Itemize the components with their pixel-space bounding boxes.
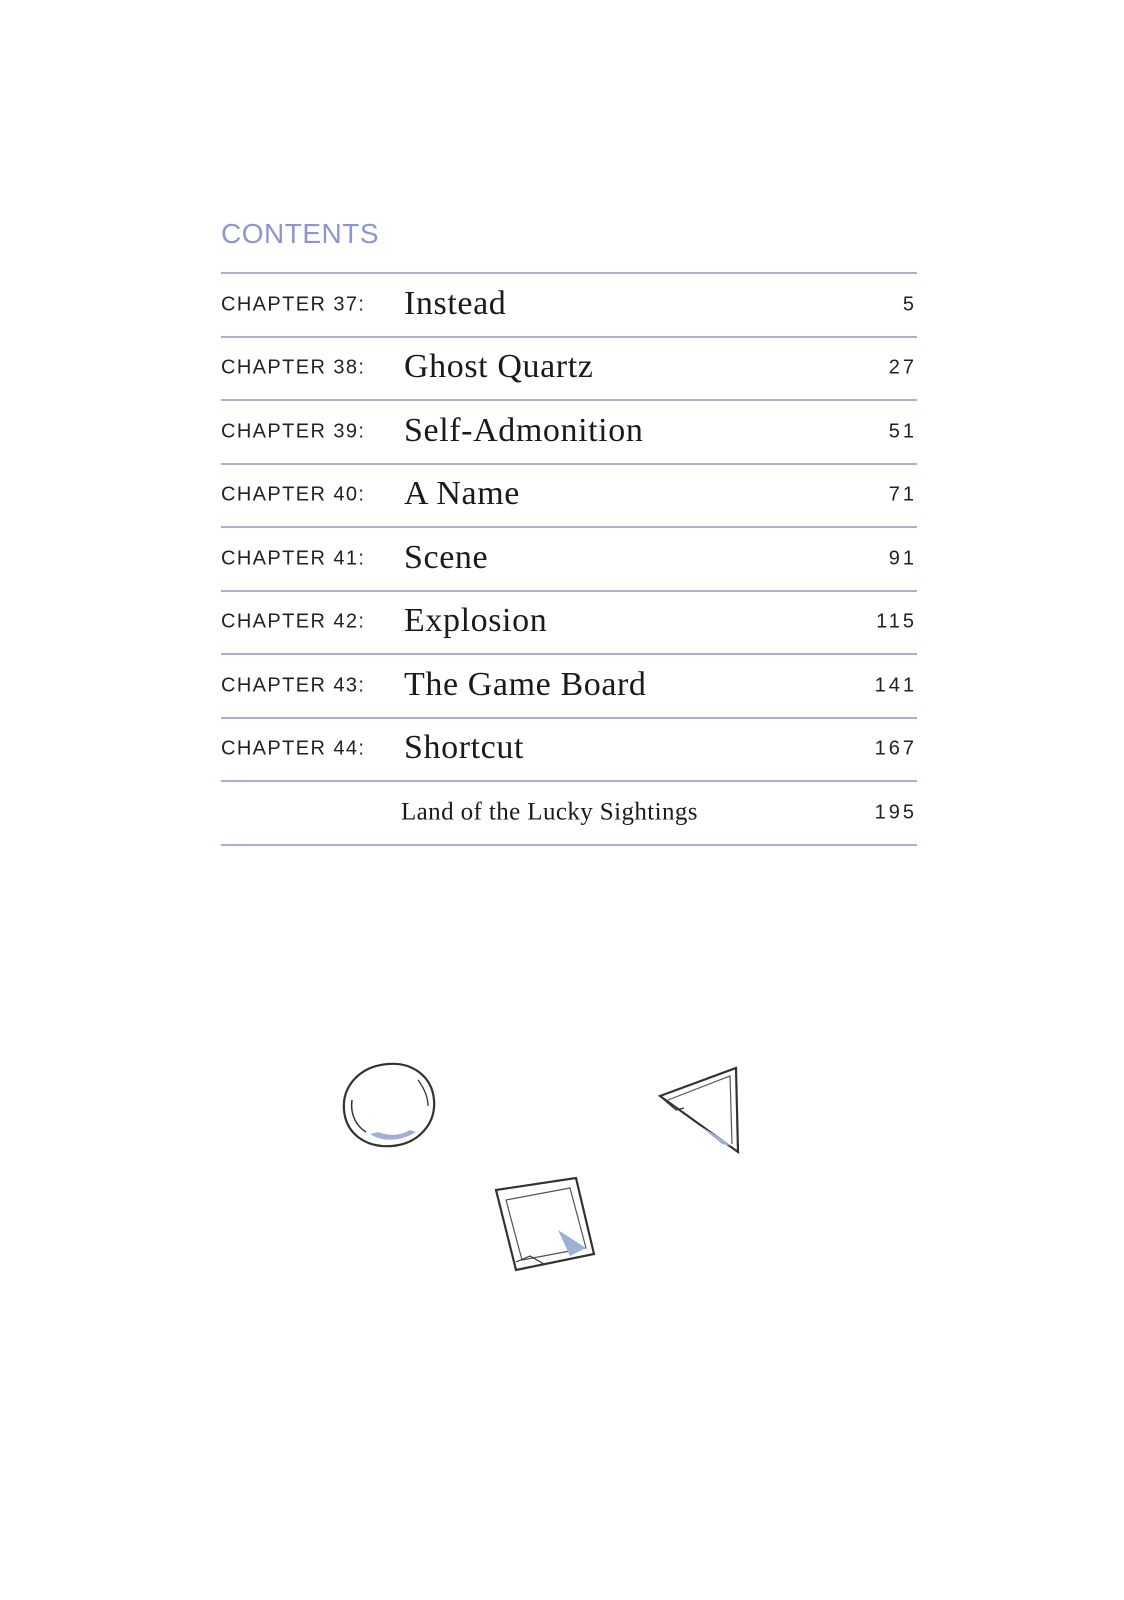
- chapter-title: A Name: [404, 475, 520, 513]
- page-number: 167: [874, 737, 917, 760]
- page-number: 51: [888, 420, 917, 443]
- gems-illustration: [330, 1060, 770, 1300]
- toc-row-chapter-43[interactable]: [221, 655, 917, 719]
- page-number: 141: [874, 674, 917, 697]
- page-number: 195: [874, 801, 917, 824]
- page-number: 5: [902, 293, 917, 316]
- chapter-title: Scene: [404, 538, 489, 576]
- chapter-title: Instead: [404, 284, 507, 322]
- toc-row-chapter-40[interactable]: [221, 465, 917, 529]
- toc-row-chapter-39[interactable]: [221, 401, 917, 465]
- round-gem-icon: [344, 1064, 434, 1146]
- toc-row-chapter-42[interactable]: [221, 592, 917, 656]
- chapter-title: Shortcut: [404, 729, 525, 767]
- chapter-number: CHAPTER 38:: [221, 356, 366, 379]
- contents-heading: CONTENTS: [221, 218, 379, 249]
- table-of-contents: [221, 272, 917, 846]
- chapter-title: Self-Admonition: [404, 411, 644, 449]
- chapter-number: CHAPTER 41:: [221, 547, 366, 570]
- toc-row-chapter-37[interactable]: [221, 274, 917, 338]
- toc-row-chapter-44[interactable]: [221, 719, 917, 783]
- chapter-title: Ghost Quartz: [404, 348, 594, 386]
- page-number: 115: [876, 610, 917, 633]
- triangle-gem-icon: [660, 1068, 738, 1152]
- chapter-number: CHAPTER 37:: [221, 293, 366, 316]
- chapter-title: Explosion: [404, 602, 548, 640]
- toc-row-chapter-38[interactable]: [221, 338, 917, 402]
- toc-row-bonus[interactable]: [221, 782, 917, 846]
- chapter-number: CHAPTER 39:: [221, 420, 366, 443]
- page-number: 71: [888, 483, 917, 506]
- chapter-number: CHAPTER 44:: [221, 737, 366, 760]
- page-number: 91: [888, 547, 917, 570]
- chapter-number: CHAPTER 40:: [221, 483, 366, 506]
- square-gem-icon: [496, 1178, 594, 1270]
- bonus-title: Land of the Lucky Sightings: [401, 798, 698, 826]
- toc-row-chapter-41[interactable]: [221, 528, 917, 592]
- chapter-number: CHAPTER 42:: [221, 610, 366, 633]
- chapter-number: CHAPTER 43:: [221, 674, 366, 697]
- page-number: 27: [888, 356, 917, 379]
- chapter-title: The Game Board: [404, 665, 647, 703]
